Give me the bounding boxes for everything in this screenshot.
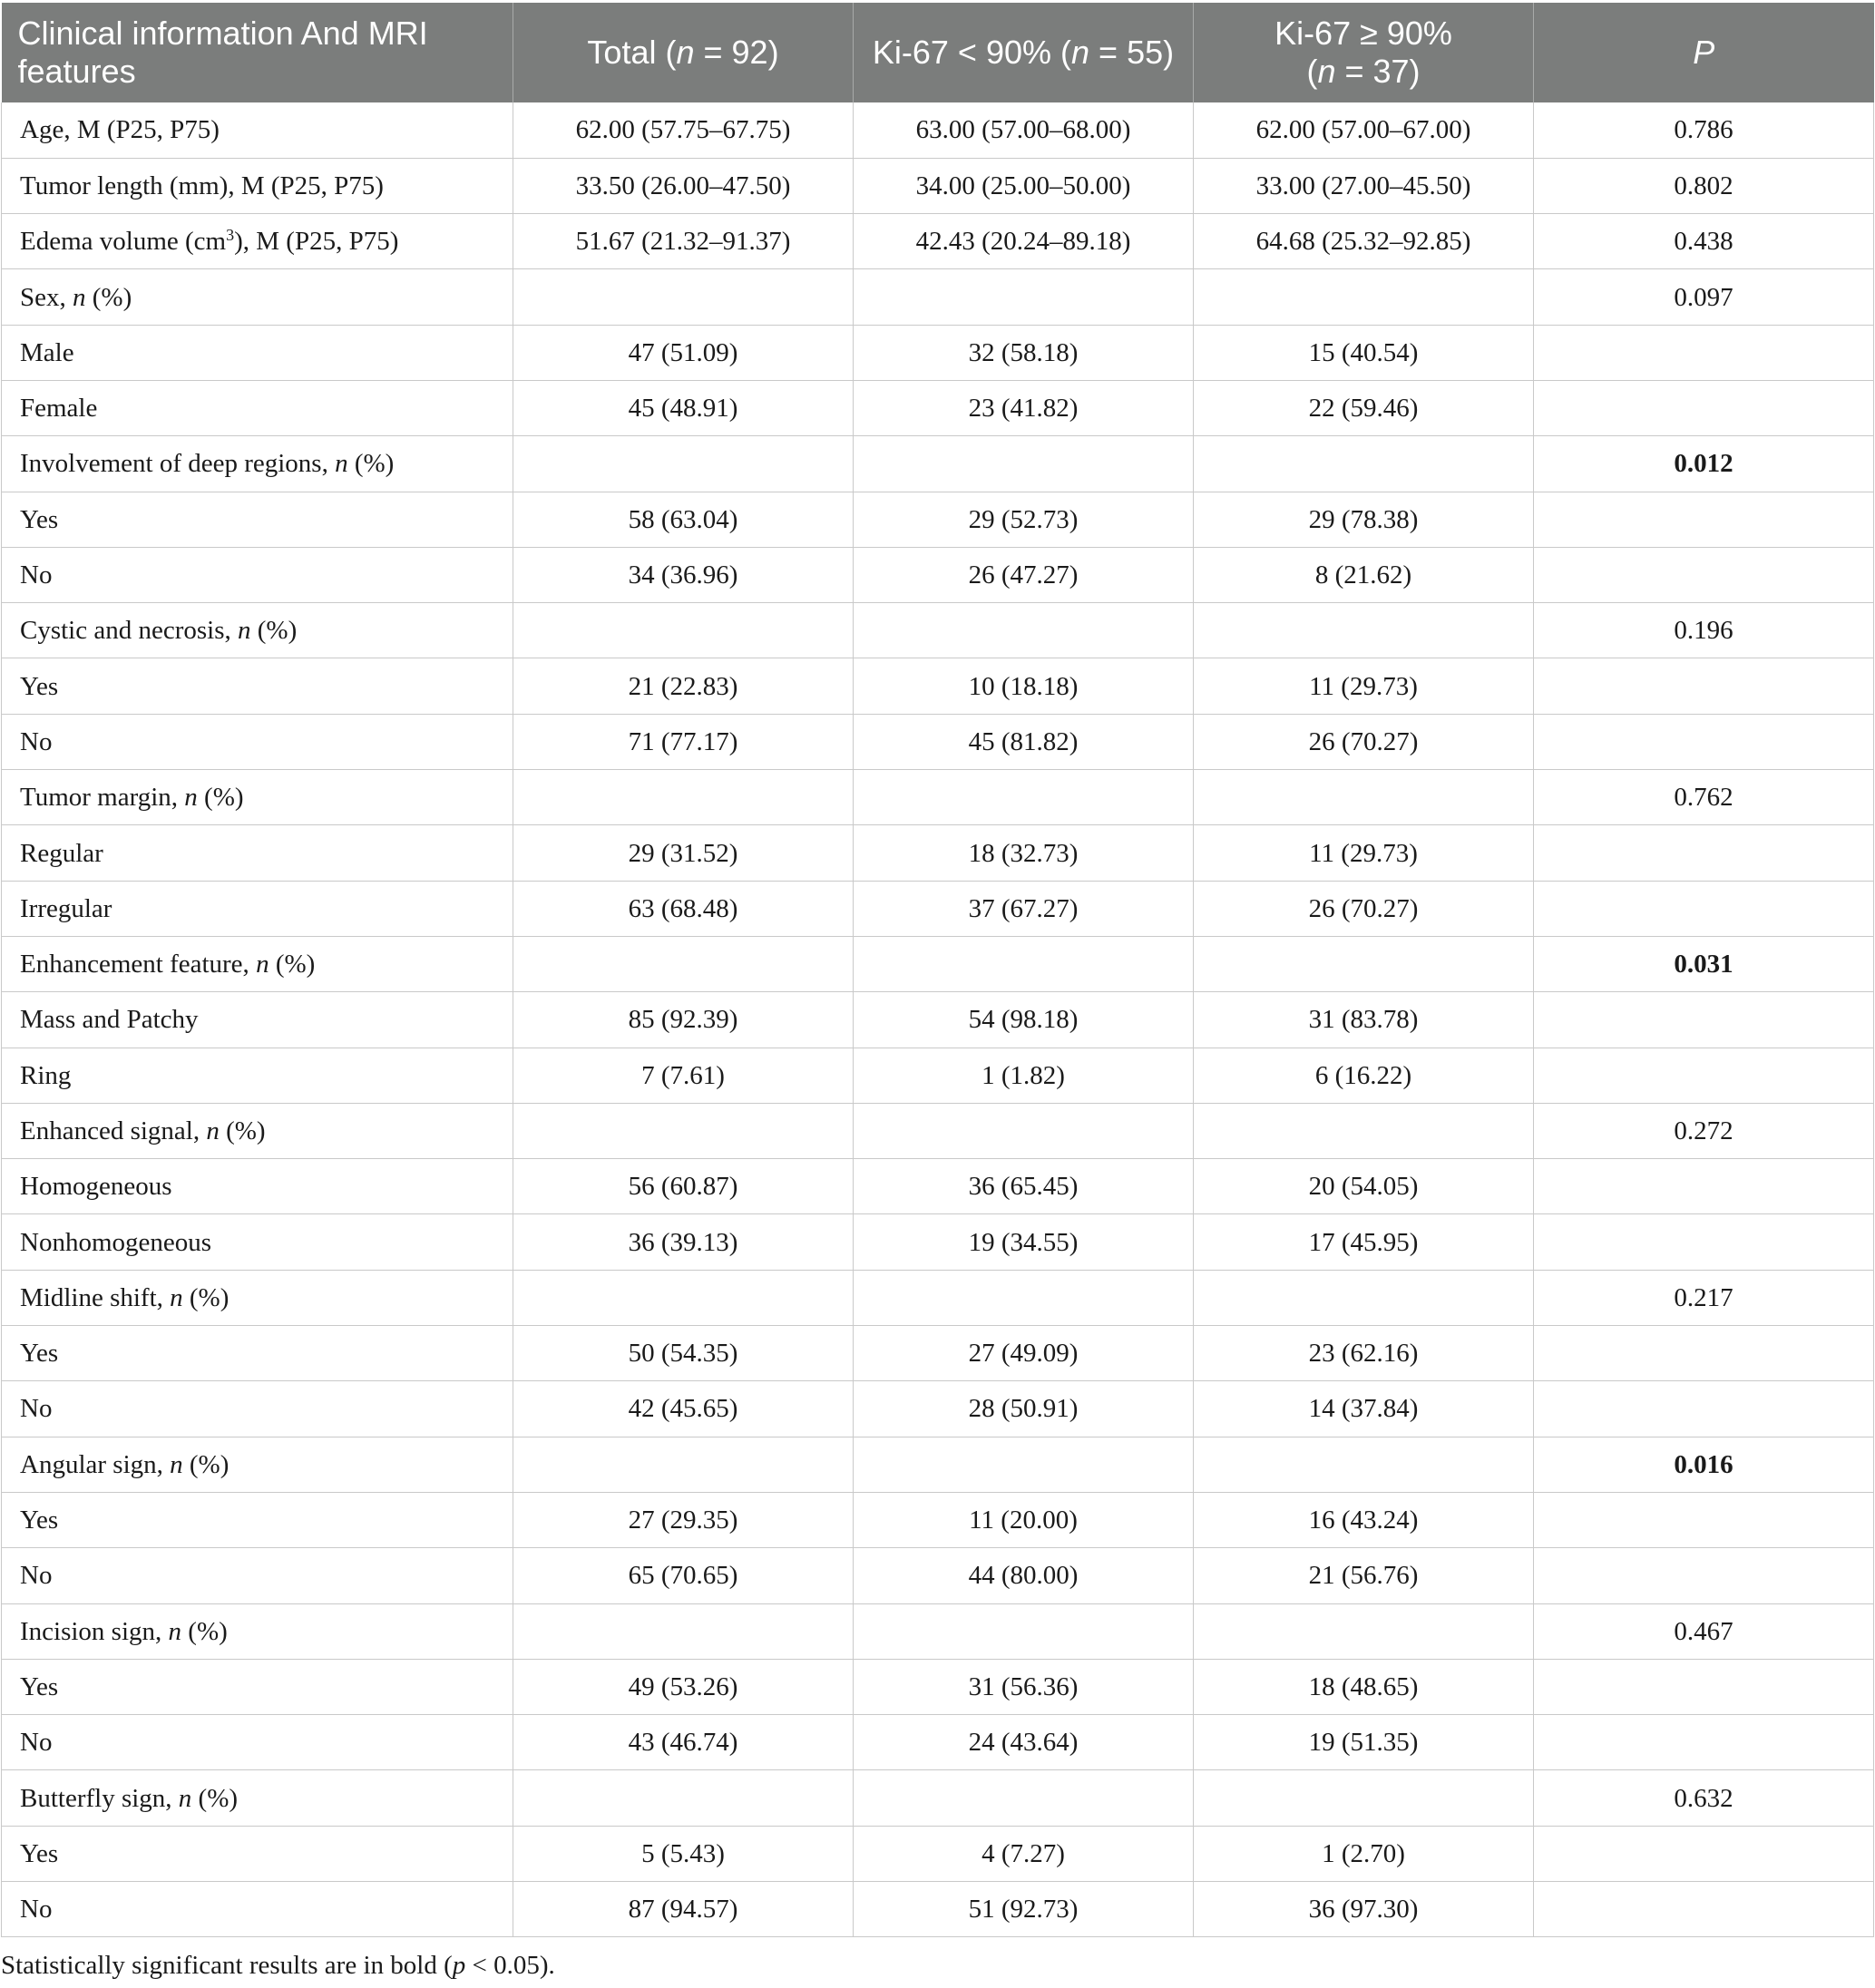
cell-p-value: 0.016 [1534, 1437, 1874, 1492]
cell-p-value [1534, 1548, 1874, 1603]
cell-ki67-low: 34.00 (25.00–50.00) [854, 158, 1194, 213]
cell-ki67-high: 36 (97.30) [1194, 1882, 1534, 1937]
header-ki67-low-a: Ki-67 < 90% ( [872, 34, 1072, 71]
row-label-text: Age, M (P25, P75) [20, 115, 220, 145]
cell-ki67-low [854, 1770, 1194, 1826]
cell-ki67-high: 15 (40.54) [1194, 325, 1534, 380]
cell-ki67-low: 24 (43.64) [854, 1715, 1194, 1770]
header-p-value [1534, 3, 1874, 102]
cell-p-value [1534, 1826, 1874, 1881]
cell-p-value [1534, 658, 1874, 714]
cell-ki67-low: 26 (47.27) [854, 547, 1194, 602]
row-label-suffix: (%) [85, 282, 132, 312]
row-label-superscript: 3 [226, 226, 235, 245]
row-label-text: Nonhomogeneous [20, 1227, 212, 1257]
cell-total [513, 936, 854, 991]
cell-total: 29 (31.52) [513, 825, 854, 881]
row-label-suffix: (%) [197, 783, 244, 813]
cell-p-value [1534, 1492, 1874, 1547]
row-label [2, 325, 513, 380]
cell-total: 27 (29.35) [513, 1492, 854, 1547]
row-label-n: n [170, 1282, 183, 1312]
cell-ki67-low: 29 (52.73) [854, 492, 1194, 547]
row-label [2, 214, 513, 269]
cell-total: 51.67 (21.32–91.37) [513, 214, 854, 269]
cell-total [513, 1770, 854, 1826]
row-label-text: Angular sign, [20, 1449, 171, 1479]
results-table-container [1, 3, 1873, 1937]
row-label-text-after: ), M (P25, P75) [234, 227, 399, 257]
row-label-n: n [206, 1116, 220, 1145]
cell-ki67-high [1194, 436, 1534, 492]
cell-ki67-low: 42.43 (20.24–89.18) [854, 214, 1194, 269]
row-label-text: Female [20, 394, 98, 424]
cell-p-value [1534, 714, 1874, 769]
table-row [2, 492, 1874, 547]
cell-p-value [1534, 1381, 1874, 1437]
header-ki67-low-n: n [1071, 34, 1090, 71]
row-label-text: No [20, 1394, 53, 1424]
table-row [2, 1381, 1874, 1437]
row-label-text: Cystic and necrosis, [20, 616, 239, 646]
row-label-text: Tumor length (mm), M (P25, P75) [20, 171, 384, 200]
footnote-p: p [452, 1951, 466, 1980]
header-ki67-low [854, 3, 1194, 102]
row-label [2, 547, 513, 602]
cell-ki67-low [854, 1103, 1194, 1158]
row-label [2, 492, 513, 547]
cell-p-value [1534, 1159, 1874, 1214]
cell-p-value [1534, 380, 1874, 435]
header-ki67-high-b: = 37) [1335, 53, 1421, 90]
header-total-b: = 92) [694, 34, 779, 71]
row-label-text: Yes [20, 1838, 59, 1868]
row-label-text: Edema volume (cm [20, 227, 227, 257]
cell-total [513, 1437, 854, 1492]
cell-ki67-low: 27 (49.09) [854, 1326, 1194, 1381]
footnote-before: Statistically significant results are in bold ( [1, 1951, 453, 1980]
cell-p-value: 0.802 [1534, 158, 1874, 213]
cell-ki67-low [854, 770, 1194, 825]
row-label [2, 1826, 513, 1881]
cell-total: 36 (39.13) [513, 1214, 854, 1270]
cell-ki67-high: 26 (70.27) [1194, 714, 1534, 769]
row-label-n: n [168, 1616, 182, 1646]
row-label [2, 1603, 513, 1659]
cell-ki67-high [1194, 269, 1534, 325]
cell-ki67-high [1194, 1603, 1534, 1659]
cell-total [513, 603, 854, 658]
table-row [2, 992, 1874, 1048]
cell-total [513, 1103, 854, 1158]
cell-total [513, 1270, 854, 1325]
row-label-text: Ring [20, 1060, 72, 1090]
row-label-text: Yes [20, 671, 59, 701]
header-ki67-high [1194, 3, 1534, 102]
cell-ki67-high [1194, 1770, 1534, 1826]
row-label-suffix: (%) [250, 616, 298, 646]
row-label-text: Homogeneous [20, 1172, 172, 1202]
row-label [2, 714, 513, 769]
row-label [2, 158, 513, 213]
cell-ki67-low: 28 (50.91) [854, 1381, 1194, 1437]
cell-ki67-high: 29 (78.38) [1194, 492, 1534, 547]
cell-total: 42 (45.65) [513, 1381, 854, 1437]
cell-p-value [1534, 1326, 1874, 1381]
cell-ki67-low [854, 1603, 1194, 1659]
cell-ki67-low: 10 (18.18) [854, 658, 1194, 714]
row-label-n: n [73, 282, 86, 312]
table-row [2, 1270, 1874, 1325]
row-label-text: Irregular [20, 893, 112, 923]
cell-ki67-high: 21 (56.76) [1194, 1548, 1534, 1603]
table-row [2, 1159, 1874, 1214]
cell-total: 65 (70.65) [513, 1548, 854, 1603]
row-label-text: Yes [20, 1506, 59, 1535]
row-label [2, 825, 513, 881]
cell-total: 50 (54.35) [513, 1326, 854, 1381]
row-label-text: No [20, 560, 53, 590]
cell-total: 7 (7.61) [513, 1048, 854, 1103]
row-label-n: n [256, 950, 269, 979]
cell-ki67-low [854, 603, 1194, 658]
cell-p-value [1534, 1048, 1874, 1103]
row-label-suffix: (%) [182, 1282, 229, 1312]
cell-ki67-high: 22 (59.46) [1194, 380, 1534, 435]
header-ki67-low-b: = 55) [1089, 34, 1175, 71]
table-row [2, 158, 1874, 213]
cell-p-value: 0.031 [1534, 936, 1874, 991]
table-footnote [1, 1950, 555, 1981]
row-label-text: Involvement of deep regions, [20, 449, 336, 479]
header-ki67-high-a: ( [1306, 53, 1318, 90]
cell-ki67-low: 23 (41.82) [854, 380, 1194, 435]
row-label-n: n [238, 616, 251, 646]
cell-ki67-high: 18 (48.65) [1194, 1659, 1534, 1714]
cell-ki67-high [1194, 770, 1534, 825]
row-label [2, 770, 513, 825]
row-label-text: Enhancement feature, [20, 950, 257, 979]
cell-p-value [1534, 825, 1874, 881]
cell-ki67-high: 11 (29.73) [1194, 825, 1534, 881]
table-row [2, 1715, 1874, 1770]
cell-ki67-high [1194, 1437, 1534, 1492]
row-label-text: Sex, [20, 282, 73, 312]
row-label [2, 1381, 513, 1437]
cell-total [513, 436, 854, 492]
cell-ki67-low: 37 (67.27) [854, 881, 1194, 936]
cell-total: 56 (60.87) [513, 1159, 854, 1214]
table-row [2, 102, 1874, 158]
cell-ki67-low: 4 (7.27) [854, 1826, 1194, 1881]
cell-p-value: 0.467 [1534, 1603, 1874, 1659]
header-p-value-text: P [1693, 34, 1715, 71]
cell-p-value [1534, 881, 1874, 936]
table-row [2, 1548, 1874, 1603]
cell-p-value: 0.196 [1534, 603, 1874, 658]
cell-total: 34 (36.96) [513, 547, 854, 602]
cell-ki67-high: 23 (62.16) [1194, 1326, 1534, 1381]
row-label-text: Butterfly sign, [20, 1783, 179, 1813]
cell-p-value: 0.217 [1534, 1270, 1874, 1325]
row-label-text: Enhanced signal, [20, 1116, 207, 1145]
cell-ki67-low [854, 269, 1194, 325]
table-body [2, 102, 1874, 1937]
header-clinical-info-text: Clinical information And MRI features [17, 15, 428, 90]
cell-ki67-low [854, 936, 1194, 991]
cell-p-value [1534, 1882, 1874, 1937]
row-label [2, 1048, 513, 1103]
cell-total [513, 770, 854, 825]
cell-p-value: 0.786 [1534, 102, 1874, 158]
cell-total: 85 (92.39) [513, 992, 854, 1048]
row-label [2, 1214, 513, 1270]
row-label-text: Midline shift, [20, 1282, 171, 1312]
row-label [2, 992, 513, 1048]
cell-ki67-high: 16 (43.24) [1194, 1492, 1534, 1547]
row-label-n: n [170, 1449, 183, 1479]
cell-total: 62.00 (57.75–67.75) [513, 102, 854, 158]
cell-ki67-high: 1 (2.70) [1194, 1826, 1534, 1881]
table-row [2, 1437, 1874, 1492]
cell-ki67-low [854, 1270, 1194, 1325]
row-label-suffix: (%) [347, 449, 395, 479]
header-clinical-info [2, 3, 513, 102]
table-row [2, 1770, 1874, 1826]
cell-ki67-high: 20 (54.05) [1194, 1159, 1534, 1214]
row-label [2, 1770, 513, 1826]
row-label [2, 1715, 513, 1770]
table-row [2, 325, 1874, 380]
table-row [2, 1326, 1874, 1381]
row-label-text: Mass and Patchy [20, 1005, 199, 1035]
row-label [2, 269, 513, 325]
row-label [2, 936, 513, 991]
cell-ki67-low: 19 (34.55) [854, 1214, 1194, 1270]
table-row [2, 380, 1874, 435]
table-row [2, 603, 1874, 658]
results-table [1, 3, 1874, 1937]
row-label [2, 1659, 513, 1714]
row-label-n: n [335, 449, 348, 479]
cell-total: 45 (48.91) [513, 380, 854, 435]
row-label [2, 881, 513, 936]
cell-total: 49 (53.26) [513, 1659, 854, 1714]
table-row [2, 825, 1874, 881]
row-label [2, 658, 513, 714]
table-row [2, 1826, 1874, 1881]
row-label [2, 1270, 513, 1325]
cell-ki67-high: 11 (29.73) [1194, 658, 1534, 714]
table-row [2, 936, 1874, 991]
row-label-suffix: (%) [219, 1116, 266, 1145]
cell-ki67-low: 1 (1.82) [854, 1048, 1194, 1103]
cell-ki67-high [1194, 603, 1534, 658]
row-label-suffix: (%) [181, 1616, 228, 1646]
cell-ki67-high: 31 (83.78) [1194, 992, 1534, 1048]
cell-ki67-low: 51 (92.73) [854, 1882, 1194, 1937]
row-label [2, 380, 513, 435]
cell-p-value [1534, 992, 1874, 1048]
table-row [2, 1659, 1874, 1714]
row-label [2, 1437, 513, 1492]
cell-ki67-low: 31 (56.36) [854, 1659, 1194, 1714]
row-label [2, 603, 513, 658]
cell-p-value: 0.762 [1534, 770, 1874, 825]
header-ki67-high-n: n [1317, 53, 1336, 90]
cell-total: 58 (63.04) [513, 492, 854, 547]
table-row [2, 714, 1874, 769]
cell-ki67-high: 17 (45.95) [1194, 1214, 1534, 1270]
cell-total: 43 (46.74) [513, 1715, 854, 1770]
footnote-after: < 0.05). [465, 1951, 555, 1980]
cell-p-value: 0.438 [1534, 214, 1874, 269]
cell-ki67-high: 26 (70.27) [1194, 881, 1534, 936]
cell-p-value [1534, 1214, 1874, 1270]
header-ki67-high-line1: Ki-67 ≥ 90% [1274, 15, 1452, 52]
cell-ki67-high [1194, 1103, 1534, 1158]
row-label-n: n [184, 783, 198, 813]
row-label-text: Yes [20, 504, 59, 534]
cell-total: 71 (77.17) [513, 714, 854, 769]
cell-ki67-high [1194, 1270, 1534, 1325]
table-row [2, 1103, 1874, 1158]
row-label-suffix: (%) [269, 950, 316, 979]
cell-p-value: 0.012 [1534, 436, 1874, 492]
table-row [2, 1048, 1874, 1103]
row-label [2, 1159, 513, 1214]
row-label [2, 102, 513, 158]
table-row [2, 269, 1874, 325]
table-row [2, 1214, 1874, 1270]
cell-total: 21 (22.83) [513, 658, 854, 714]
cell-ki67-high: 19 (51.35) [1194, 1715, 1534, 1770]
row-label [2, 1492, 513, 1547]
cell-ki67-low: 36 (65.45) [854, 1159, 1194, 1214]
cell-p-value: 0.632 [1534, 1770, 1874, 1826]
table-row [2, 436, 1874, 492]
cell-ki67-low: 45 (81.82) [854, 714, 1194, 769]
row-label-text: Male [20, 337, 74, 367]
header-total-a: Total ( [587, 34, 677, 71]
cell-total [513, 269, 854, 325]
cell-total: 87 (94.57) [513, 1882, 854, 1937]
cell-p-value [1534, 492, 1874, 547]
row-label-text: No [20, 1561, 53, 1591]
cell-total [513, 1603, 854, 1659]
cell-ki67-high: 64.68 (25.32–92.85) [1194, 214, 1534, 269]
cell-total: 63 (68.48) [513, 881, 854, 936]
cell-ki67-high: 62.00 (57.00–67.00) [1194, 102, 1534, 158]
table-header [2, 3, 1874, 102]
row-label-text: Regular [20, 838, 103, 868]
row-label-text: Yes [20, 1671, 59, 1701]
cell-ki67-low: 44 (80.00) [854, 1548, 1194, 1603]
row-label-text: Yes [20, 1339, 59, 1369]
row-label-text: Incision sign, [20, 1616, 169, 1646]
cell-ki67-high: 6 (16.22) [1194, 1048, 1534, 1103]
cell-total: 47 (51.09) [513, 325, 854, 380]
cell-ki67-high: 33.00 (27.00–45.50) [1194, 158, 1534, 213]
table-row [2, 658, 1874, 714]
row-label [2, 436, 513, 492]
cell-total: 33.50 (26.00–47.50) [513, 158, 854, 213]
header-total [513, 3, 854, 102]
cell-ki67-low: 11 (20.00) [854, 1492, 1194, 1547]
row-label [2, 1326, 513, 1381]
table-row [2, 1492, 1874, 1547]
cell-p-value: 0.272 [1534, 1103, 1874, 1158]
row-label-text: No [20, 1895, 53, 1925]
table-row [2, 547, 1874, 602]
table-row [2, 1603, 1874, 1659]
row-label-text: Tumor margin, [20, 783, 185, 813]
row-label-text: No [20, 726, 53, 756]
table-row [2, 214, 1874, 269]
row-label [2, 1103, 513, 1158]
table-row [2, 1882, 1874, 1937]
cell-p-value [1534, 547, 1874, 602]
table-row [2, 881, 1874, 936]
cell-ki67-low: 63.00 (57.00–68.00) [854, 102, 1194, 158]
row-label-n: n [178, 1783, 192, 1813]
cell-p-value [1534, 325, 1874, 380]
cell-ki67-low: 54 (98.18) [854, 992, 1194, 1048]
cell-p-value: 0.097 [1534, 269, 1874, 325]
cell-total: 5 (5.43) [513, 1826, 854, 1881]
table-row [2, 770, 1874, 825]
header-row [2, 3, 1874, 102]
header-total-n: n [676, 34, 695, 71]
cell-ki67-high: 8 (21.62) [1194, 547, 1534, 602]
cell-p-value [1534, 1659, 1874, 1714]
cell-ki67-high: 14 (37.84) [1194, 1381, 1534, 1437]
cell-ki67-low [854, 436, 1194, 492]
cell-p-value [1534, 1715, 1874, 1770]
cell-ki67-low [854, 1437, 1194, 1492]
row-label [2, 1548, 513, 1603]
cell-ki67-low: 32 (58.18) [854, 325, 1194, 380]
row-label-suffix: (%) [182, 1449, 229, 1479]
cell-ki67-low: 18 (32.73) [854, 825, 1194, 881]
row-label-text: No [20, 1728, 53, 1758]
row-label-suffix: (%) [191, 1783, 239, 1813]
cell-ki67-high [1194, 936, 1534, 991]
row-label [2, 1882, 513, 1937]
